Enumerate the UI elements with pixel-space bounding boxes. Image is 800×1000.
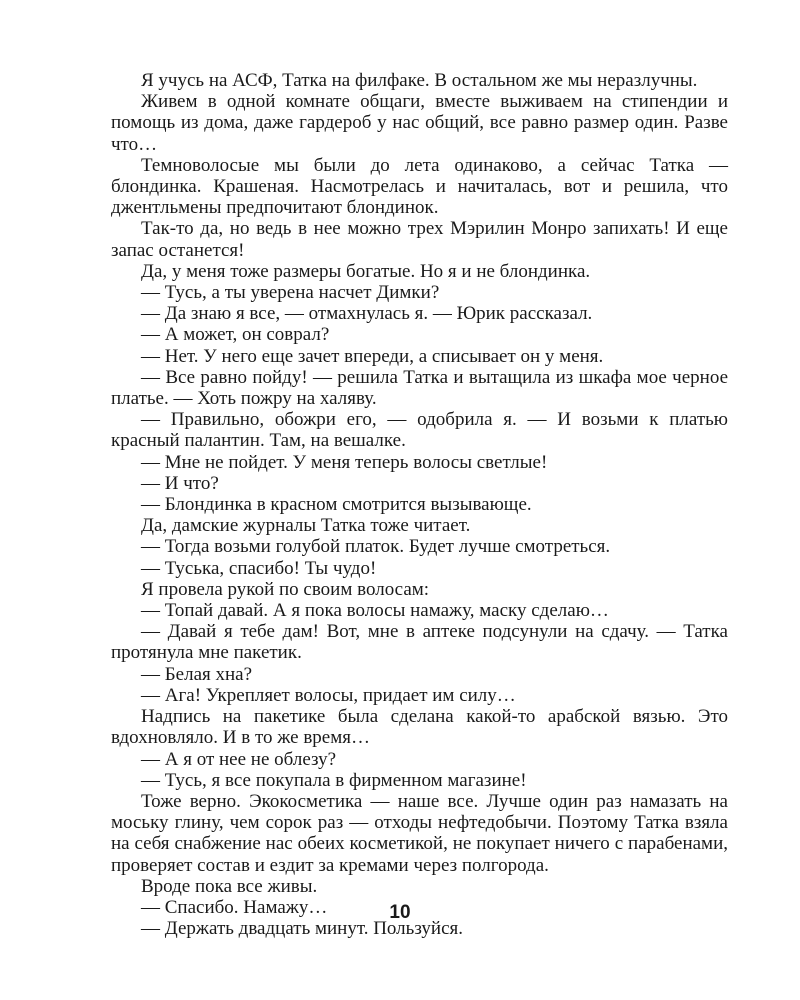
paragraph: — Правильно, обожри его, — одобрила я. — И возьми к платью красный палантин. Там, на вешалке.	[111, 409, 728, 452]
paragraph: Я учусь на АСФ, Татка на филфаке. В остальном же мы неразлучны.	[141, 70, 698, 91]
paragraph: — И что?	[141, 472, 219, 494]
paragraph: — Туська, спасибо! Ты чудо!	[141, 557, 377, 579]
paragraph: Да, у меня тоже размеры богатые. Но я и не блондинка.	[141, 260, 591, 282]
paragraph: — Все равно пойду! — решила Татка и вытащила из шкафа мое черное платье. — Хоть пожру на халяву.	[111, 366, 728, 410]
paragraph: Да, дамские журналы Татка тоже читает.	[141, 515, 471, 537]
paragraph: — Тусь, я все покупала в фирменном магазине!	[141, 769, 527, 791]
paragraph: Я провела рукой по своим волосам:	[141, 578, 430, 600]
paragraph: — Тусь, а ты уверена насчет Димки?	[141, 282, 440, 304]
paragraph: — Блондинка в красном смотрится вызывающе.	[141, 494, 532, 516]
paragraph: — А я от нее не облезу?	[141, 748, 337, 770]
paragraph: Вроде пока все живы.	[141, 875, 318, 897]
paragraph: Живем в одной комнате общаги, вместе выживаем на стипендии и помощь из дома, даже гардероб у нас общий, все равно размер один. Разве что…	[111, 91, 728, 155]
paragraph: — А может, он соврал?	[141, 324, 330, 346]
paragraph: — Белая хна?	[141, 663, 253, 685]
paragraph: — Спасибо. Намажу…	[141, 896, 328, 918]
paragraph: — Нет. У него еще зачет впереди, а списывает он у меня.	[141, 345, 604, 367]
paragraph: — Мне не пойдет. У меня теперь волосы светлые!	[141, 451, 548, 473]
paragraph: — Держать двадцать минут. Пользуйся.	[141, 918, 464, 940]
paragraph: — Да знаю я все, — отмахнулась я. — Юрик рассказал.	[141, 303, 593, 325]
paragraph: Темноволосые мы были до лета одинаково, а сейчас Татка — блондинка. Крашеная. Насмотрелась и начиталась, вот и решила, что джентльмены предпочитают блондинок.	[111, 154, 728, 219]
paragraph: Надпись на пакетике была сделана какой-то арабской вязью. Это вдохновляло. И в то же время…	[111, 706, 728, 749]
paragraph: — Ага! Укрепляет волосы, придает им силу…	[141, 684, 516, 706]
paragraph: Так-то да, но ведь в нее можно трех Мэрилин Монро запихать! И еще запас останется!	[111, 218, 728, 261]
page-body	[111, 70, 728, 939]
page-number: 10	[389, 902, 411, 923]
paragraph: — Давай я тебе дам! Вот, мне в аптеке подсунули на сдачу. — Татка протянула мне пакетик.	[111, 621, 728, 664]
paragraph: Тоже верно. Экокосметика — наше все. Лучше один раз намазать на моську глину, чем сорок раз — отходы нефтедобычи. Поэтому Татка взяла на себя снабжение нас обеих косметикой, не покупает ничего с парабенами, проверяет состав и ездит за кремами через полгорода.	[111, 790, 728, 876]
paragraph: — Топай давай. А я пока волосы намажу, маску сделаю…	[141, 600, 609, 622]
paragraph: — Тогда возьми голубой платок. Будет лучше смотреться.	[141, 536, 611, 558]
